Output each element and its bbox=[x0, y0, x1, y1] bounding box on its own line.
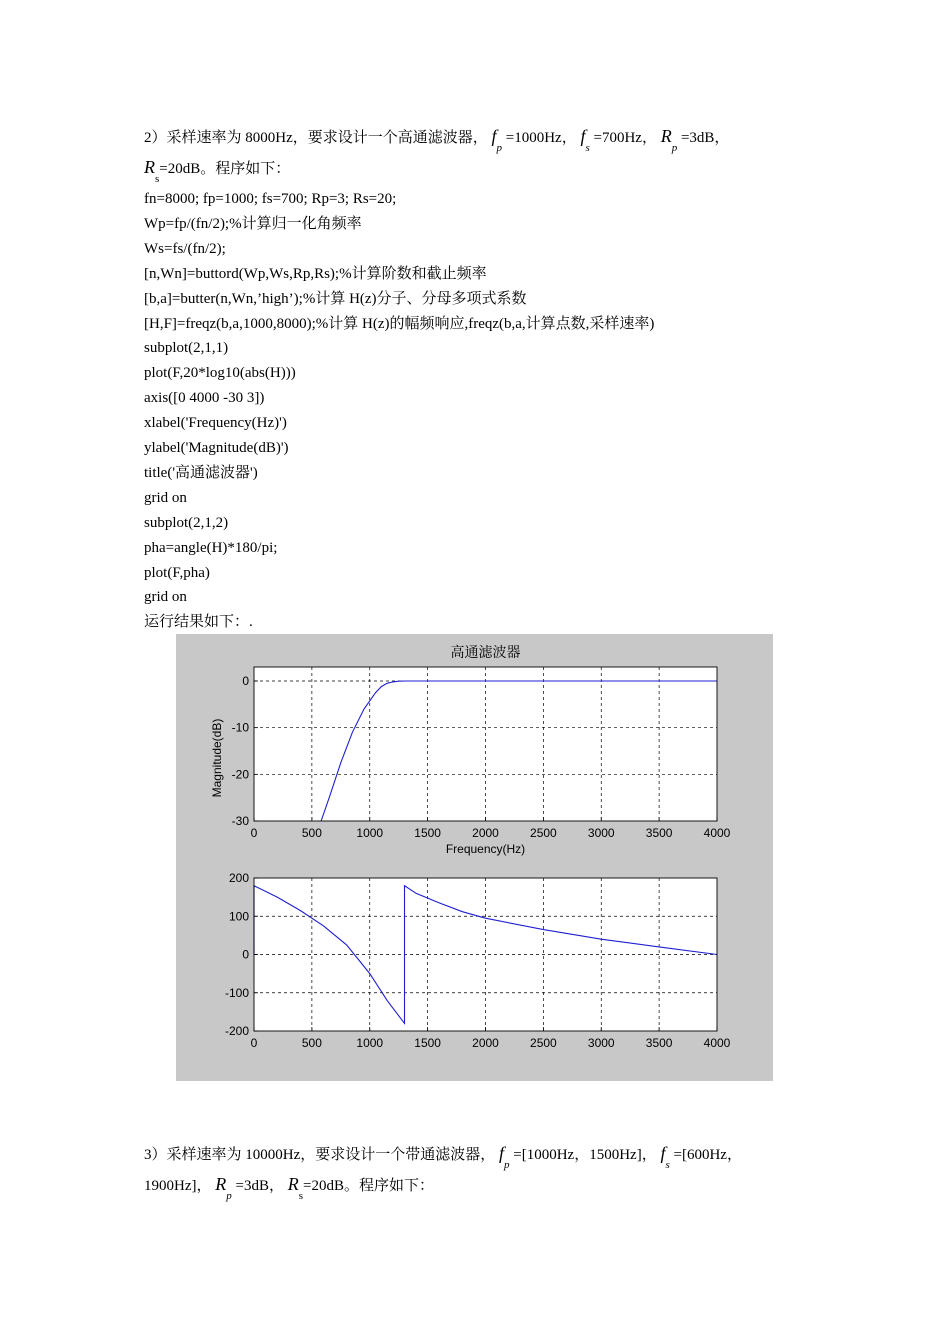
r-symbol: R bbox=[287, 1174, 299, 1194]
y-tick-label: -100 bbox=[224, 985, 249, 1000]
code-line: title('高通滤波器') bbox=[144, 464, 258, 481]
x-tick-label: 4000 bbox=[703, 1036, 731, 1050]
code-line: 运行结果如下：. bbox=[144, 614, 253, 631]
p-subscript: p bbox=[504, 1159, 510, 1171]
x-tick-label: 2500 bbox=[530, 1036, 557, 1050]
x-tick-label: 500 bbox=[301, 1036, 322, 1050]
p-subscript: p bbox=[496, 142, 503, 154]
s-subscript: s bbox=[298, 1190, 303, 1202]
section3-intro bbox=[144, 1143, 742, 1171]
y-tick-label: -30 bbox=[231, 814, 249, 828]
subplot-1 bbox=[210, 644, 731, 856]
p-subscript: p bbox=[226, 1190, 232, 1202]
x-tick-label: 2500 bbox=[530, 826, 557, 840]
fs-value: =700Hz， bbox=[593, 130, 657, 146]
code-line: plot(F,20*log10(abs(H))) bbox=[144, 365, 296, 382]
section2-intro-line2 bbox=[144, 157, 291, 185]
code-line: xlabel('Frequency(Hz)') bbox=[144, 415, 287, 432]
code-line: ylabel('Magnitude(dB)') bbox=[144, 440, 289, 456]
code-line: fn=8000; fp=1000; fs=700; Rp=3; Rs=20; bbox=[144, 191, 397, 207]
rp-value: =3dB， bbox=[235, 1178, 284, 1194]
fs-upper-value: 1900Hz]， bbox=[144, 1178, 212, 1194]
y-tick-label: -10 bbox=[231, 720, 249, 735]
code-line: [H,F]=freqz(b,a,1000,8000);%计算 H(z)的幅频响应,freqz(b,a,计算点数,采样速率) bbox=[144, 315, 655, 332]
x-tick-label: 500 bbox=[301, 826, 322, 840]
x-tick-label: 1500 bbox=[414, 826, 441, 840]
section2-intro bbox=[144, 126, 730, 154]
code-line: subplot(2,1,1) bbox=[144, 340, 229, 357]
p-subscript: p bbox=[671, 142, 678, 154]
code-line: Wp=fp/(fn/2);%计算归一化角频率 bbox=[144, 215, 362, 232]
section3-intro-line2 bbox=[144, 1174, 434, 1202]
y-tick-label: -20 bbox=[231, 767, 249, 782]
rs-value: =20dB。程序如下： bbox=[303, 1178, 434, 1194]
y-tick-label: 0 bbox=[242, 674, 249, 688]
plot-area bbox=[254, 878, 717, 1031]
chart-title: 高通滤波器 bbox=[450, 645, 521, 661]
x-tick-label: 3500 bbox=[645, 1036, 673, 1050]
r-symbol: R bbox=[660, 126, 672, 146]
fs-value: =[600Hz， bbox=[673, 1147, 742, 1163]
code-line: [b,a]=butter(n,Wn,’high’);%计算 H(z)分子、分母多项式系数 bbox=[144, 290, 527, 307]
f-symbol: f bbox=[491, 126, 497, 146]
rp-value: =3dB， bbox=[680, 130, 730, 146]
f-symbol: f bbox=[660, 1143, 666, 1163]
fp-value: =1000Hz， bbox=[505, 130, 577, 146]
x-tick-label: 3000 bbox=[587, 826, 615, 840]
plot-area bbox=[254, 667, 717, 821]
x-tick-label: 0 bbox=[250, 826, 258, 840]
x-tick-label: 4000 bbox=[703, 826, 731, 840]
intro-text: 3）采样速率为 10000Hz，要求设计一个带通滤波器， bbox=[144, 1147, 496, 1163]
figure-svg bbox=[176, 634, 773, 1081]
x-tick-label: 2000 bbox=[472, 1036, 499, 1050]
x-tick-label: 1000 bbox=[356, 1036, 384, 1050]
code-line: grid on bbox=[144, 489, 187, 506]
x-axis-label: Frequency(Hz) bbox=[445, 842, 526, 856]
x-tick-label: 1000 bbox=[356, 826, 384, 840]
y-tick-label: 0 bbox=[242, 947, 249, 962]
matlab-figure bbox=[176, 634, 773, 1081]
code-line: subplot(2,1,2) bbox=[144, 514, 229, 531]
code-line: [n,Wn]=buttord(Wp,Ws,Rp,Rs);%计算阶数和截止频率 bbox=[144, 265, 487, 282]
y-axis-label: Magnitude(dB) bbox=[210, 718, 224, 798]
code-line: Ws=fs/(fn/2); bbox=[144, 240, 226, 257]
subplot-2 bbox=[225, 871, 731, 1050]
y-tick-label: 100 bbox=[228, 909, 249, 924]
code-line: plot(F,pha) bbox=[144, 564, 210, 581]
f-symbol: f bbox=[580, 126, 586, 146]
f-symbol: f bbox=[499, 1143, 505, 1163]
y-tick-label: 200 bbox=[228, 871, 249, 885]
x-tick-label: 3000 bbox=[587, 1036, 615, 1050]
x-tick-label: 2000 bbox=[472, 826, 499, 840]
s-subscript: s bbox=[155, 173, 160, 185]
x-tick-label: 3500 bbox=[645, 826, 673, 840]
s-subscript: s bbox=[665, 1159, 670, 1171]
fp-value: =[1000Hz，1500Hz]， bbox=[513, 1147, 657, 1163]
code-line: grid on bbox=[144, 589, 187, 606]
x-tick-label: 0 bbox=[250, 1036, 258, 1050]
intro-text: 2）采样速率为 8000Hz，要求设计一个高通滤波器， bbox=[144, 130, 488, 146]
x-tick-label: 1500 bbox=[414, 1036, 441, 1050]
rs-value: =20dB。程序如下： bbox=[159, 161, 291, 177]
r-symbol: R bbox=[215, 1174, 227, 1194]
code-line: pha=angle(H)*180/pi; bbox=[144, 539, 278, 556]
code-line: axis([0 4000 -30 3]) bbox=[144, 390, 265, 407]
s-subscript: s bbox=[585, 142, 590, 154]
r-symbol: R bbox=[144, 157, 155, 177]
y-tick-label: -200 bbox=[224, 1024, 249, 1038]
